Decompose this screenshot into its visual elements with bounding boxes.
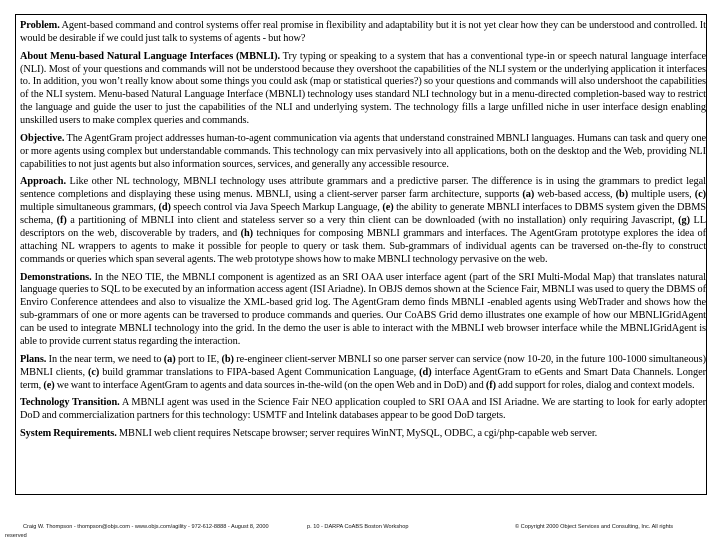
bold-run: (a) — [522, 189, 535, 201]
text-run: Agent-based command and control systems offer real promise in flexibility and adaptability but it is not yet clear how they can be understood and controlled. It would be desirable if we could just talk to systems of agents - but how? — [20, 20, 706, 44]
bold-run: (b) — [221, 353, 234, 365]
text-run: web-based access, — [534, 189, 616, 201]
text-run: we want to interface AgentGram to agents and data sources in-the-wild (on the open Web and in DoD) and — [54, 379, 486, 391]
bold-run: (d) — [419, 366, 432, 378]
paragraph-technology-transition — [20, 397, 706, 423]
bold-run: (g) — [678, 215, 691, 227]
footer-copyright: © Copyright 2000 Object Services and Consulting, Inc. All rights — [515, 524, 674, 530]
text-run: multiple simultaneous grammars, — [20, 202, 159, 214]
text-run: a partitioning of MBNLI into client and stateless server so a very thin client can be downloaded (with no installation) only requiring Javascript, — [66, 215, 679, 227]
paragraph-container — [20, 20, 706, 441]
bold-run: (c) — [694, 189, 706, 201]
bold-run: (e) — [43, 379, 55, 391]
text-run: the ability to generate MBNLI interfaces to DBMS system given the DBMS schema, — [20, 202, 706, 227]
bold-run: (f) — [56, 215, 67, 227]
text-run: Like other NL technology, MBNLI technology uses attribute grammars and a predictive parser. The difference is in using the grammars to predict legal sentence completions and displaying these using menus. MBNLI, using a client-server parser farm architecture, supports — [20, 176, 706, 201]
footer-author: Craig W. Thompson - thompson@objs.com - www.objs.com/agility - 972-612-8888 - August 8, 2000 — [23, 524, 269, 530]
paragraph-approach — [20, 176, 706, 266]
bold-run: Demonstrations. — [20, 271, 92, 283]
content-frame — [15, 14, 707, 495]
bold-run: Technology Transition. — [20, 397, 120, 409]
text-run: re-engineer client-server MBNLI so one parser server can service (now 10-20, in the future 100-1000 simultaneous) MBNLI clients, — [20, 353, 706, 378]
text-run: add support for roles, dialog and context models. — [496, 379, 695, 391]
text-run: MBNLI web client requires Netscape browser; server requires WinNT, MySQL, ODBC, a cgi/php-capable web server. — [116, 427, 598, 439]
bold-run: (c) — [87, 366, 100, 378]
text-run: build grammar translations to FIPA-based Agent Communication Language, — [99, 366, 420, 378]
text-run: techniques for composing MBNLI grammars and interfaces. The AgentGram prototype explores the idea of attaching NL wrappers to agents to make it possible for people to query or task them. Sub-grammars of individual agents can be traversed on-the-fly to construct commands or queries which span several agents. The web prototype shows how to make MBNLI technology pervasive on the web. — [20, 227, 706, 265]
bold-run: System Requirements. — [20, 427, 117, 439]
text-run: speech control via Java Speech Markup Language, — [170, 202, 383, 214]
paragraph-plans — [20, 354, 706, 393]
paragraph-problem — [20, 20, 706, 46]
footer — [5, 524, 717, 540]
text-run: interface AgentGram to eGents and Smart Data Channels. Longer term, — [20, 366, 706, 391]
bold-run: (a) — [163, 353, 176, 365]
bold-run: (f) — [485, 379, 497, 391]
text-run: LL descriptors on the web, discoverable by traders, and — [20, 215, 706, 239]
paragraph-system-requirements — [20, 428, 706, 441]
footer-copyright-continued: reserved — [5, 533, 27, 539]
text-run: In the NEO TIE, the MBNLI component is agentized as an SRI OAA user interface agent (part of the SRI Multi-Modal Map) that translates natural language queries to SQL to be executed by an information access agent (ISI Ariadne). In OBJS demos shown at the Science Fair, MBNLI was used to query the DBMS of Enviro Conference attendees and also to visualize the XML-based grid log. The AgentGram demo finds MBNLI -enabled agents using WebTrader and shows how the sub-grammars of one or more agents can be traversed to produce commands and queries. Our CoABS Grid demo illustrates one example of how our MBNLIGridAgent can be used to integrate MBNLI technology into the grid. In the demo the user is able to interact with the MBNLI web browser interface while the MBNLIGridAgent is able to provide current status regarding the interaction. — [20, 271, 706, 348]
bold-run: Problem. — [20, 20, 60, 31]
text-run: multiple users, — [628, 189, 695, 201]
bold-run: Objective. — [20, 132, 65, 144]
text-run: The AgentGram project addresses human-to-agent communication via agents that understand constrained MBNLI languages. Humans can task and query one or more agents using complex but understandable commands. This technology can mix pervasively into all applications, both on the desktop and the Web, providing NLI capabilities to not just agents but also information sources, services, and generally any accessible resource. — [20, 132, 706, 170]
bold-run: Approach. — [20, 176, 66, 188]
text-run: Try typing or speaking to a system that has a conventional type-in or speech natural language interface (NLI). Most of your questions and commands will not be understood because they overshoot the capabilities of the NLI system or the underlying application it interfaces to. In addition, you won’t really know about some things you could ask (map or statistical queries?) so your questions and commands will also undershoot the capabilities of the NLI system. Menu-based Natural Language Interface (MBNLI) technology uses standard NLI technology but in a menu-directed completion-based way to restrict the language and guide the user to just the capabilities of the NLI and underlying system. The technology fills a large unfilled niche in user interface design enabling unskilled users to make complex queries and commands. — [20, 50, 707, 127]
footer-page: p. 10 - DARPA CoABS Boston Workshop — [307, 524, 409, 530]
bold-run: About Menu-based Natural Language Interfaces (MBNLI). — [20, 50, 280, 62]
text-run: A MBNLI agent was used in the Science Fair NEO application coupled to SRI OAA and ISI Ariadne. We are starting to look for early adopter DoD and commercialization partners for this technology: USMTF and Intelink databases appear to be good DoD targets. — [20, 397, 707, 422]
bold-run: (h) — [240, 227, 254, 239]
text-run: In the near term, we need to — [46, 353, 164, 365]
bold-run: (e) — [382, 202, 394, 214]
text-run: port to IE, — [175, 353, 222, 365]
paragraph-demonstrations — [20, 272, 706, 349]
paragraph-objective — [20, 133, 706, 172]
bold-run: (b) — [615, 189, 629, 201]
bold-run: Plans. — [20, 353, 47, 365]
paragraph-about-mbnli — [20, 51, 706, 128]
bold-run: (d) — [158, 202, 171, 214]
